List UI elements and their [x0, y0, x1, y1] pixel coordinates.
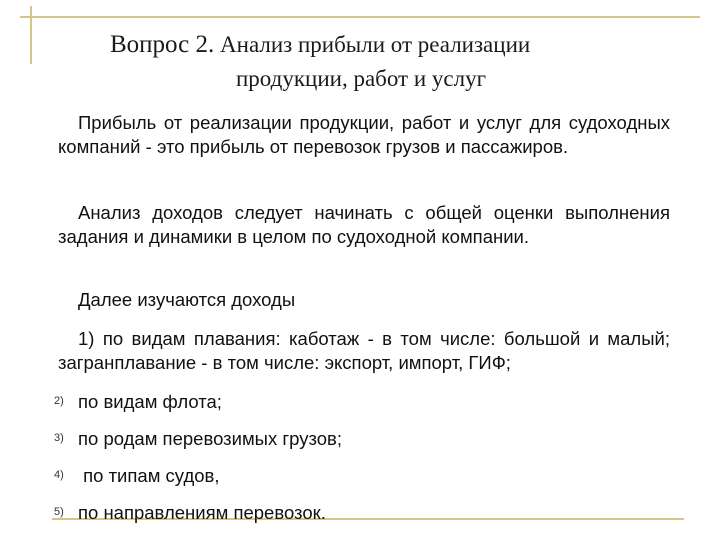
list-item-text: по видам флота;: [78, 391, 222, 412]
list-item-number: 5): [54, 506, 64, 518]
list-item-number: 2): [54, 395, 64, 407]
title-line2: продукции, работ и услуг: [236, 66, 487, 91]
list-item: [54, 427, 674, 451]
paragraph-next: Далее изучаются доходы: [78, 289, 296, 310]
list-item-number: 3): [54, 432, 64, 444]
title-prefix: Вопрос 2.: [110, 31, 215, 58]
list-item: [54, 501, 674, 525]
list-item-text: по родам перевозимых грузов;: [78, 428, 342, 449]
frame-left-rule: [30, 6, 32, 64]
paragraph-profit: Прибыль от реализации продукции, работ и услуг для судоходных компаний - это прибыль от перевозок грузов и пассажиров.: [58, 112, 670, 157]
title-line1: Анализ прибыли от реализации: [220, 32, 531, 57]
list-item-text: по направлениям перевозок.: [78, 502, 326, 523]
paragraph-item-1: 1) по видам плавания: каботаж - в том числе: большой и малый; загранплавание - в том числе: экспорт, импорт, ГИФ;: [58, 328, 670, 373]
slide-title: [110, 28, 670, 96]
paragraph-analysis: Анализ доходов следует начинать с общей оценки выполнения задания и динамики в целом по судоходной компании.: [58, 202, 670, 247]
list-item-text: по типам судов,: [78, 465, 220, 486]
list-item: [54, 464, 674, 488]
list-item-number: 4): [54, 469, 64, 481]
list-item: [54, 390, 674, 414]
frame-top-rule: [20, 16, 700, 18]
